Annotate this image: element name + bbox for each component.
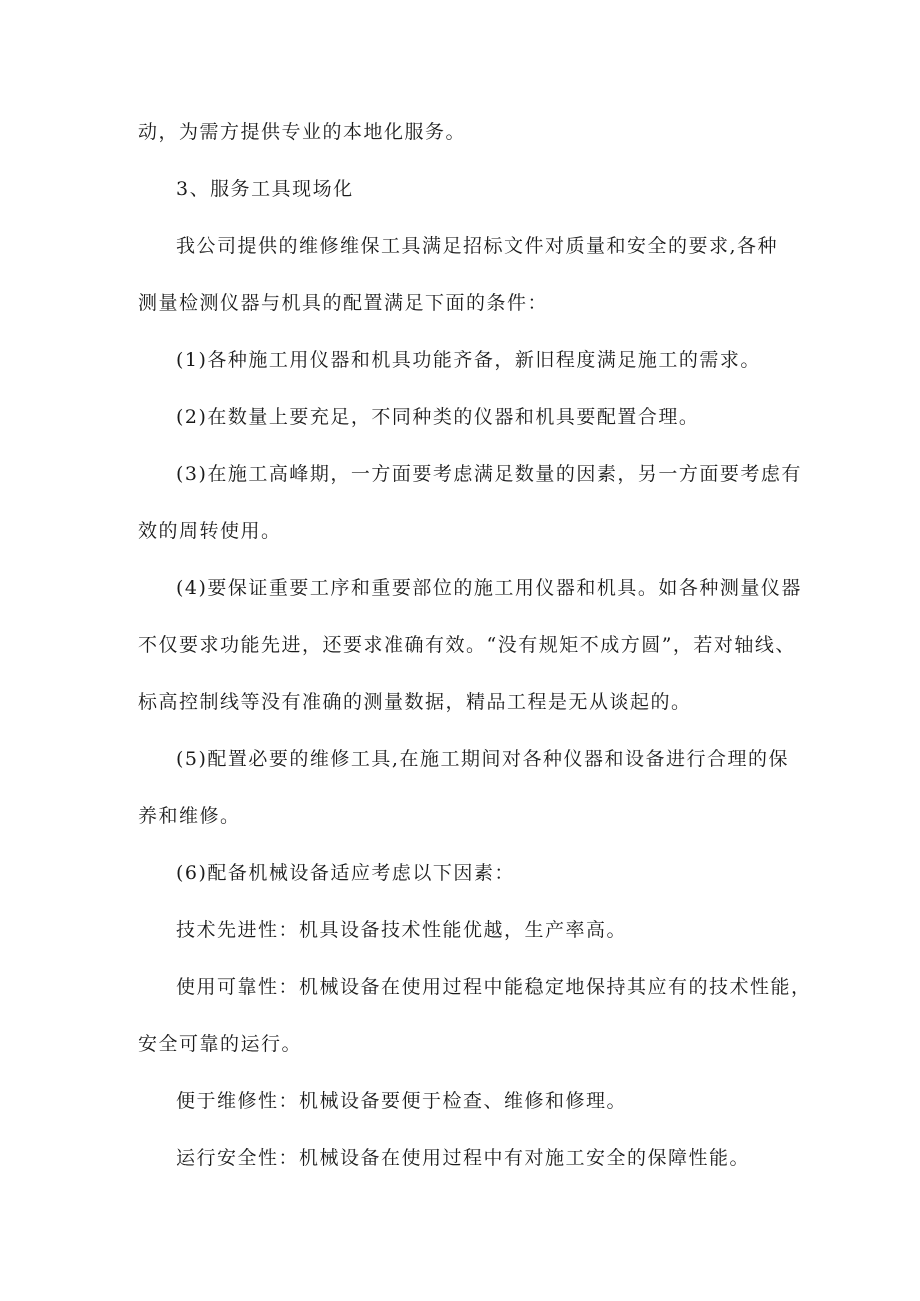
list-item: (1)各种施工用仪器和机具功能齐备，新旧程度满足施工的需求。: [176, 349, 761, 371]
list-item: (5)配置必要的维修工具,在施工期间对各种仪器和设备进行合理的保: [176, 748, 789, 770]
text-line: 我公司提供的维修维保工具满足招标文件对质量和安全的要求,各种: [176, 235, 779, 257]
text-line: 安全可靠的运行。: [138, 1033, 303, 1055]
list-item: (4)要保证重要工序和重要部位的施工用仪器和机具。如各种测量仪器: [176, 577, 802, 599]
list-item: (6)配备机械设备适应考虑以下因素：: [176, 862, 515, 884]
text-line: 标高控制线等没有准确的测量数据，精品工程是无从谈起的。: [138, 691, 692, 713]
text-line: 便于维修性：机械设备要便于检查、维修和修理。: [176, 1090, 628, 1112]
text-line: 测量检测仪器与机具的配置满足下面的条件：: [138, 292, 549, 314]
text-line: 效的周转使用。: [138, 520, 282, 542]
text-line: 技术先进性：机具设备技术性能优越，生产率高。: [176, 919, 628, 941]
text-line: 使用可靠性：机械设备在使用过程中能稳定地保持其应有的技术性能，: [176, 976, 812, 998]
section-heading: 3、服务工具现场化: [176, 178, 354, 200]
text-line: 运行安全性：机械设备在使用过程中有对施工安全的保障性能。: [176, 1147, 751, 1169]
list-item: (3)在施工高峰期，一方面要考虑满足数量的因素，另一方面要考虑有: [176, 463, 802, 485]
text-line: 养和维修。: [138, 805, 241, 827]
text-line: 不仅要求功能先进，还要求准确有效。“没有规矩不成方圆”，若对轴线、: [138, 634, 796, 656]
text-line: 动，为需方提供专业的本地化服务。: [138, 121, 467, 143]
list-item: (2)在数量上要充足，不同种类的仪器和机具要配置合理。: [176, 406, 700, 428]
